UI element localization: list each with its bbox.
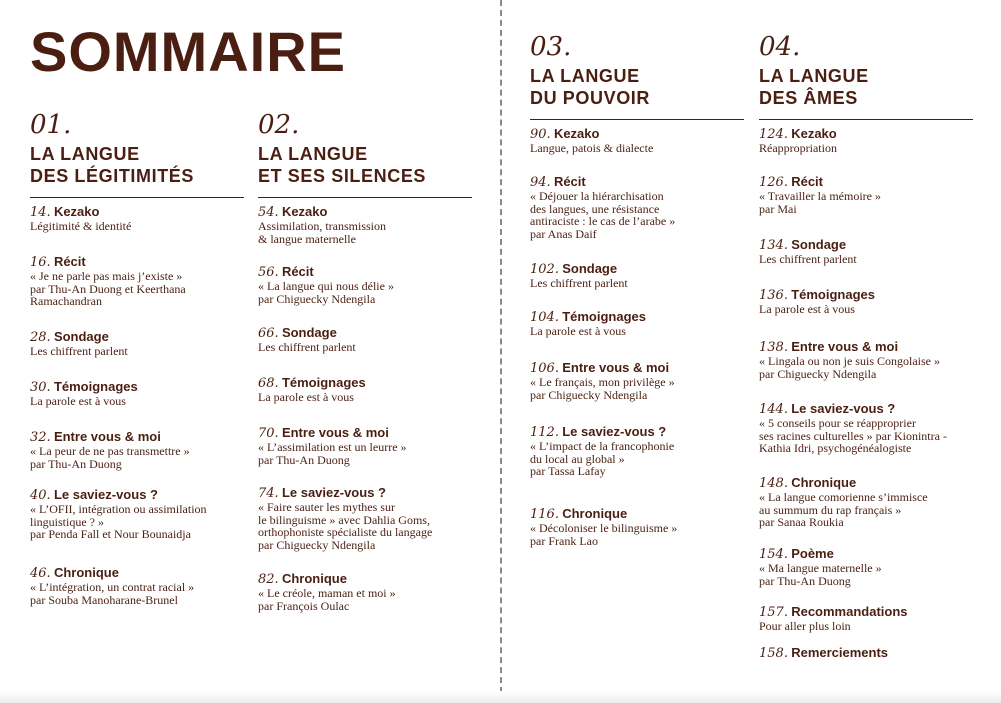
toc-entry-heading	[258, 425, 478, 441]
toc-entry-heading	[759, 237, 979, 253]
page-number: 136.	[759, 288, 788, 303]
entry-description-line: par Anas Daif	[530, 226, 597, 241]
toc-entry-heading	[258, 485, 478, 501]
entry-description-line: antiraciste : le cas de l’arabe »	[530, 214, 676, 228]
entry-category: Témoignages	[562, 309, 646, 324]
page-number: 144.	[759, 402, 788, 417]
entry-category: Récit	[53, 254, 86, 269]
entry-category: Sondage	[281, 325, 337, 340]
toc-entry	[759, 401, 979, 455]
entry-category: Entre vous & moi	[53, 429, 161, 444]
bottom-edge-shadow	[0, 691, 1001, 703]
section-title	[258, 143, 472, 187]
toc-entry	[530, 126, 750, 155]
entry-category: Kezako	[281, 204, 328, 219]
toc-entry	[30, 329, 250, 358]
toc-entry	[258, 485, 478, 551]
toc-entry	[30, 429, 250, 470]
entry-description-line: « Déjouer la hiérarchisation	[530, 189, 664, 203]
toc-entry-heading	[530, 261, 750, 277]
page-number: 94.	[530, 175, 551, 190]
toc-entry-heading	[30, 254, 250, 270]
toc-entry	[530, 506, 750, 547]
toc-entry-heading	[759, 339, 979, 355]
page-number: 148.	[759, 476, 788, 491]
entry-description-line: « La langue qui nous délie »	[258, 279, 394, 293]
toc-entry-heading	[30, 204, 250, 220]
toc-entry-heading	[30, 379, 250, 395]
section-number: 02.	[258, 110, 300, 140]
entry-category: Récit	[553, 174, 586, 189]
entry-description-line: ses racines culturelles » par Kionintra -	[759, 428, 947, 443]
entry-category: Kezako	[791, 126, 837, 141]
toc-entry-heading	[759, 126, 979, 142]
toc-entry-heading	[530, 309, 750, 325]
page-number: 40.	[30, 488, 51, 503]
toc-entry-heading	[30, 565, 250, 581]
toc-entry	[30, 204, 250, 233]
entry-category: Témoignages	[791, 287, 875, 302]
page-number: 16.	[30, 255, 51, 270]
page-number: 126.	[759, 175, 788, 190]
section-rule	[759, 119, 973, 120]
page-number: 106.	[530, 361, 559, 376]
entry-description-line: « La peur de ne pas transmettre »	[30, 444, 190, 458]
entry-description-line: « 5 conseils pour se réapproprier	[759, 416, 916, 430]
entry-category: Récit	[281, 264, 314, 279]
page-number: 32.	[30, 430, 51, 445]
section-04	[759, 32, 973, 672]
page-number: 46.	[30, 566, 51, 581]
toc-entry	[759, 339, 979, 380]
page-fold-divider	[500, 0, 502, 703]
toc-entry-heading	[258, 264, 478, 280]
toc-entry	[258, 375, 478, 404]
page-number: 134.	[759, 238, 788, 253]
page-number: 124.	[759, 127, 788, 142]
entry-category: Chronique	[281, 571, 347, 586]
entry-description-line: « Je ne parle pas mais j’existe »	[30, 269, 183, 283]
toc-entry	[759, 174, 979, 215]
entry-description-line: Les chiffrent parlent	[530, 276, 628, 290]
entry-description-line: « Faire sauter les mythes sur	[258, 500, 395, 514]
entry-description-line: Pour aller plus loin	[759, 619, 851, 633]
page-number: 14.	[30, 205, 51, 220]
toc-entry	[530, 174, 750, 240]
entry-description-line: Les chiffrent parlent	[759, 252, 857, 266]
toc-entry-heading	[258, 204, 478, 220]
page-number: 82.	[258, 572, 279, 587]
toc-entry	[258, 204, 478, 245]
entry-category: Chronique	[562, 506, 628, 521]
page-number: 138.	[759, 340, 788, 355]
page-number: 157.	[759, 605, 788, 620]
toc-entry-heading	[759, 287, 979, 303]
entry-description-line: par Thu-An Duong	[258, 452, 350, 467]
section-title-line: DES ÂMES	[759, 88, 858, 108]
entry-description-line: Kathia Idri, psychogénéalogiste	[759, 441, 912, 455]
page-number: 104.	[530, 310, 559, 325]
entry-description-line: par Souba Manoharane-Brunel	[30, 592, 178, 607]
section-01	[30, 110, 244, 630]
section-number: 01.	[30, 110, 72, 140]
toc-entry-heading	[530, 424, 750, 440]
toc-entry	[759, 126, 979, 155]
toc-entry	[759, 287, 979, 316]
entry-description-line: « Lingala ou non je suis Congolaise »	[759, 354, 940, 368]
page-number: 158.	[759, 646, 788, 661]
entry-description-line: du local au global »	[530, 451, 625, 466]
toc-entry	[258, 425, 478, 466]
entry-description-line: des langues, une résistance	[530, 201, 660, 216]
toc-entry-heading	[258, 325, 478, 341]
toc-entry-heading	[759, 401, 979, 417]
section-title-line: DES LÉGITIMITÉS	[30, 166, 195, 186]
entry-description-line: par Thu-An Duong	[30, 456, 122, 471]
toc-entry-heading	[258, 571, 478, 587]
page-number: 28.	[30, 330, 51, 345]
entry-category: Remerciements	[791, 645, 889, 660]
entry-description-line: & langue maternelle	[258, 231, 356, 246]
toc-entry	[530, 261, 750, 290]
entry-description-line: La parole est à vous	[759, 302, 855, 316]
page-number: 54.	[258, 205, 279, 220]
toc-entry-heading	[530, 126, 750, 142]
entry-description-line: « Travailler la mémoire »	[759, 189, 881, 203]
entry-description-line: par François Oulac	[258, 598, 350, 613]
section-title	[759, 65, 973, 109]
toc-entry-heading	[759, 174, 979, 190]
page-number: 74.	[258, 486, 279, 501]
entry-description-line: « L’assimilation est un leurre »	[258, 440, 407, 454]
toc-entry-heading	[30, 487, 250, 503]
toc-entry	[258, 325, 478, 354]
entry-category: Le saviez-vous ?	[53, 487, 158, 502]
toc-entry	[258, 571, 478, 612]
entry-description-line: par Chiguecky Ndengila	[759, 366, 877, 381]
page-number: 90.	[530, 127, 551, 142]
entry-description-line: « Le créole, maman et moi »	[258, 586, 396, 600]
section-number: 03.	[530, 32, 572, 62]
entry-category: Chronique	[791, 475, 857, 490]
entry-description-line: orthophoniste spécialiste du langage	[258, 525, 433, 539]
entry-category: Sondage	[562, 261, 618, 276]
toc-entry	[258, 264, 478, 305]
toc-entry	[530, 424, 750, 478]
page-number: 70.	[258, 426, 279, 441]
toc-entry-heading	[30, 429, 250, 445]
toc-entry	[30, 565, 250, 606]
section-title-line: LA LANGUE	[530, 66, 640, 86]
page-number: 154.	[759, 547, 788, 562]
entry-description-line: par Penda Fall et Nour Bounaidja	[30, 527, 191, 541]
section-title-line: ET SES SILENCES	[258, 166, 427, 186]
entry-description-line: par Chiguecky Ndengila	[258, 537, 376, 552]
entry-category: Le saviez-vous ?	[562, 424, 667, 439]
entry-category: Le saviez-vous ?	[281, 485, 386, 500]
toc-entry-heading	[759, 645, 979, 661]
entry-description-line: Les chiffrent parlent	[258, 340, 356, 354]
entry-category: Entre vous & moi	[281, 425, 389, 440]
entry-category: Kezako	[553, 126, 600, 141]
toc-entry-heading	[530, 174, 750, 190]
entry-description-line: par Tassa Lafay	[530, 464, 606, 478]
entry-description-line: le bilinguisme » avec Dahlia Goms,	[258, 512, 430, 527]
section-title-line: LA LANGUE	[30, 144, 140, 164]
entry-category: Le saviez-vous ?	[791, 401, 896, 416]
entry-category: Recommandations	[791, 604, 908, 619]
toc-entry	[530, 309, 750, 338]
entry-category: Kezako	[53, 204, 100, 219]
entry-description-line: linguistique ? »	[30, 514, 104, 529]
entry-description-line: par Thu-An Duong	[759, 573, 851, 588]
toc-entry	[759, 645, 979, 661]
section-02	[258, 110, 472, 630]
page-number: 30.	[30, 380, 51, 395]
toc-entry-heading	[759, 475, 979, 491]
entry-description-line: par Chiguecky Ndengila	[530, 387, 648, 402]
toc-entry-heading	[30, 329, 250, 345]
toc-entry-heading	[530, 360, 750, 376]
toc-entry	[759, 604, 979, 633]
entry-description-line: « Ma langue maternelle »	[759, 561, 882, 575]
toc-entry	[759, 546, 979, 587]
section-title	[30, 143, 244, 187]
page-number: 116.	[530, 507, 559, 522]
section-title-line: LA LANGUE	[759, 66, 869, 86]
entry-description-line: par Frank Lao	[530, 533, 598, 548]
entry-category: Sondage	[791, 237, 847, 252]
entry-description-line: « L’OFII, intégration ou assimilation	[30, 502, 207, 516]
entry-description-line: Réappropriation	[759, 141, 837, 155]
entry-description-line: Les chiffrent parlent	[30, 344, 128, 358]
page-number: 56.	[258, 265, 279, 280]
toc-entry-heading	[530, 506, 750, 522]
section-03	[530, 32, 744, 552]
entry-category: Sondage	[53, 329, 109, 344]
entry-description-line: Assimilation, transmission	[258, 219, 387, 233]
entry-category: Entre vous & moi	[562, 360, 670, 375]
entry-description-line: La parole est à vous	[258, 390, 354, 404]
section-number: 04.	[759, 32, 801, 62]
entry-category: Entre vous & moi	[791, 339, 899, 354]
entry-description-line: par Chiguecky Ndengila	[258, 291, 376, 306]
section-rule	[30, 197, 244, 198]
toc-entry	[30, 254, 250, 308]
entry-description-line: La parole est à vous	[30, 394, 126, 408]
entry-category: Chronique	[53, 565, 119, 580]
toc-entry-heading	[759, 604, 979, 620]
page-number: 66.	[258, 326, 279, 341]
page-number: 68.	[258, 376, 279, 391]
page-number: 102.	[530, 262, 559, 277]
entry-category: Poème	[791, 546, 834, 561]
page-number: 112.	[530, 425, 559, 440]
toc-entry	[30, 487, 250, 541]
entry-description-line: « L’impact de la francophonie	[530, 439, 675, 453]
section-rule	[258, 197, 472, 198]
section-title	[530, 65, 744, 109]
entry-description-line: Légitimité & identité	[30, 219, 132, 233]
entry-category: Témoignages	[53, 379, 138, 394]
page-title: SOMMAIRE	[30, 20, 346, 83]
toc-entry	[530, 360, 750, 401]
entry-description-line: Langue, patois & dialecte	[530, 141, 654, 155]
entry-description-line: La parole est à vous	[530, 324, 626, 338]
entry-description-line: par Thu-An Duong et Keerthana	[30, 281, 186, 296]
entry-description-line: « La langue comorienne s’immisce	[759, 490, 928, 504]
section-rule	[530, 119, 744, 120]
entry-category: Témoignages	[281, 375, 366, 390]
toc-entry-heading	[258, 375, 478, 391]
entry-description-line: par Mai	[759, 201, 797, 216]
toc-entry	[759, 475, 979, 529]
section-title-line: LA LANGUE	[258, 144, 368, 164]
entry-description-line: au summum du rap français »	[759, 502, 902, 517]
toc-entry-heading	[759, 546, 979, 562]
toc-entry	[759, 237, 979, 266]
entry-description-line: « Décoloniser le bilinguisme »	[530, 521, 678, 535]
entry-description-line: Ramachandran	[30, 294, 102, 308]
entry-description-line: « L’intégration, un contrat racial »	[30, 580, 195, 594]
section-title-line: DU POUVOIR	[530, 88, 651, 108]
entry-description-line: par Sanaa Roukia	[759, 515, 844, 529]
entry-category: Récit	[791, 174, 823, 189]
entry-description-line: « Le français, mon privilège »	[530, 375, 675, 389]
toc-entry	[30, 379, 250, 408]
